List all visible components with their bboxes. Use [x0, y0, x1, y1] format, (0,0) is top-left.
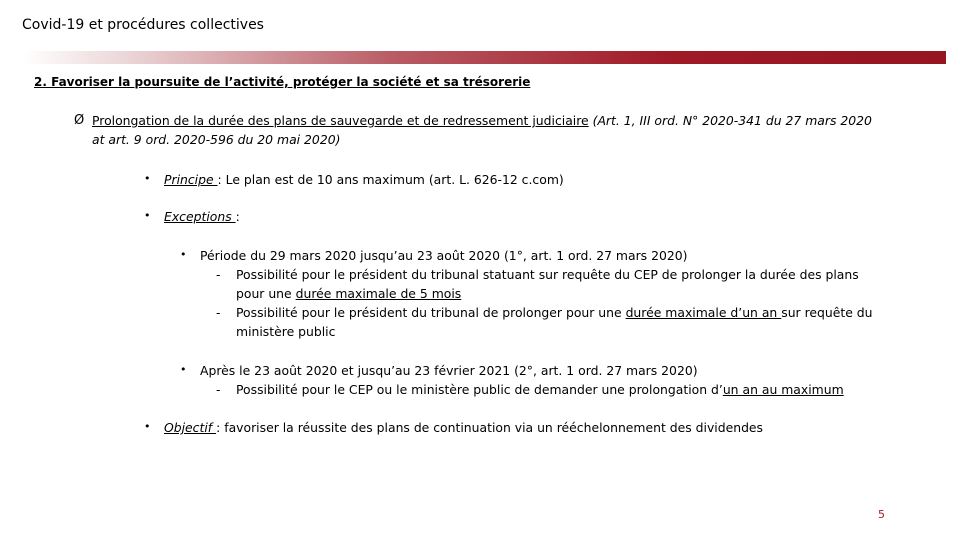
period-1-item-1-line-2: [236, 286, 461, 301]
objectif-text: : favoriser la réussite des plans de continuation via un rééchelonnement des dividendes: [216, 420, 764, 435]
exceptions-line: [164, 209, 240, 224]
bullet-icon: •: [144, 172, 151, 185]
principe-line: [164, 172, 564, 187]
principe-label: Principe: [164, 172, 218, 187]
bullet-icon: •: [180, 248, 187, 261]
period-2-item-1: [236, 382, 844, 397]
period-1-item-1-line-1: Possibilité pour le président du tribunal statuant sur requête du CEP de prolonger la durée des plans: [236, 267, 859, 282]
dash-marker: -: [216, 267, 221, 282]
dash-marker: -: [216, 305, 221, 320]
intro-reference: (Art. 1, III ord. N° 2020-341 du 27 mars 2020: [588, 113, 872, 128]
exceptions-label: Exceptions: [164, 209, 236, 224]
period-1-item-2-emphasis: durée maximale d’un an: [625, 305, 782, 320]
period-1-item-1-emphasis: durée maximale de 5 mois: [295, 286, 462, 301]
dash-marker: -: [216, 382, 221, 397]
intro-line-1: [92, 113, 872, 128]
period-1-item-2-suffix: sur requête du: [781, 305, 873, 320]
objectif-line: [164, 420, 763, 435]
arrow-bullet-icon: Ø: [74, 113, 85, 128]
period-1-item-1-prefix: pour une: [236, 286, 296, 301]
header-band: [22, 51, 946, 64]
page-number: 5: [878, 508, 885, 521]
period-2-item-1-prefix: Possibilité pour le CEP ou le ministère public de demander une prolongation d’: [236, 382, 723, 397]
intro-link-text: Prolongation de la durée des plans de sauvegarde et de redressement judiciaire: [92, 113, 589, 128]
bullet-icon: •: [144, 420, 151, 433]
objectif-label: Objectif: [164, 420, 217, 435]
period-2-heading: Après le 23 août 2020 et jusqu’au 23 février 2021 (2°, art. 1 ord. 27 mars 2020): [200, 363, 698, 378]
section-heading: 2. Favoriser la poursuite de l’activité, protéger la société et sa trésorerie: [34, 75, 531, 89]
bullet-icon: •: [144, 209, 151, 222]
exceptions-text: :: [235, 209, 240, 224]
period-2-item-1-emphasis: un an au maximum: [722, 382, 844, 397]
principe-text: : Le plan est de 10 ans maximum (art. L. 626-12 c.com): [217, 172, 564, 187]
slide-title: Covid-19 et procédures collectives: [22, 17, 264, 33]
period-1-heading: Période du 29 mars 2020 jusqu’au 23 août 2020 (1°, art. 1 ord. 27 mars 2020): [200, 248, 688, 263]
bullet-icon: •: [180, 363, 187, 376]
period-1-item-2-line-2: ministère public: [236, 324, 336, 339]
period-1-item-2-prefix: Possibilité pour le président du tribunal de prolonger pour une: [236, 305, 626, 320]
period-1-item-2-line-1: [236, 305, 873, 320]
intro-line-2: at art. 9 ord. 2020-596 du 20 mai 2020): [92, 132, 341, 147]
